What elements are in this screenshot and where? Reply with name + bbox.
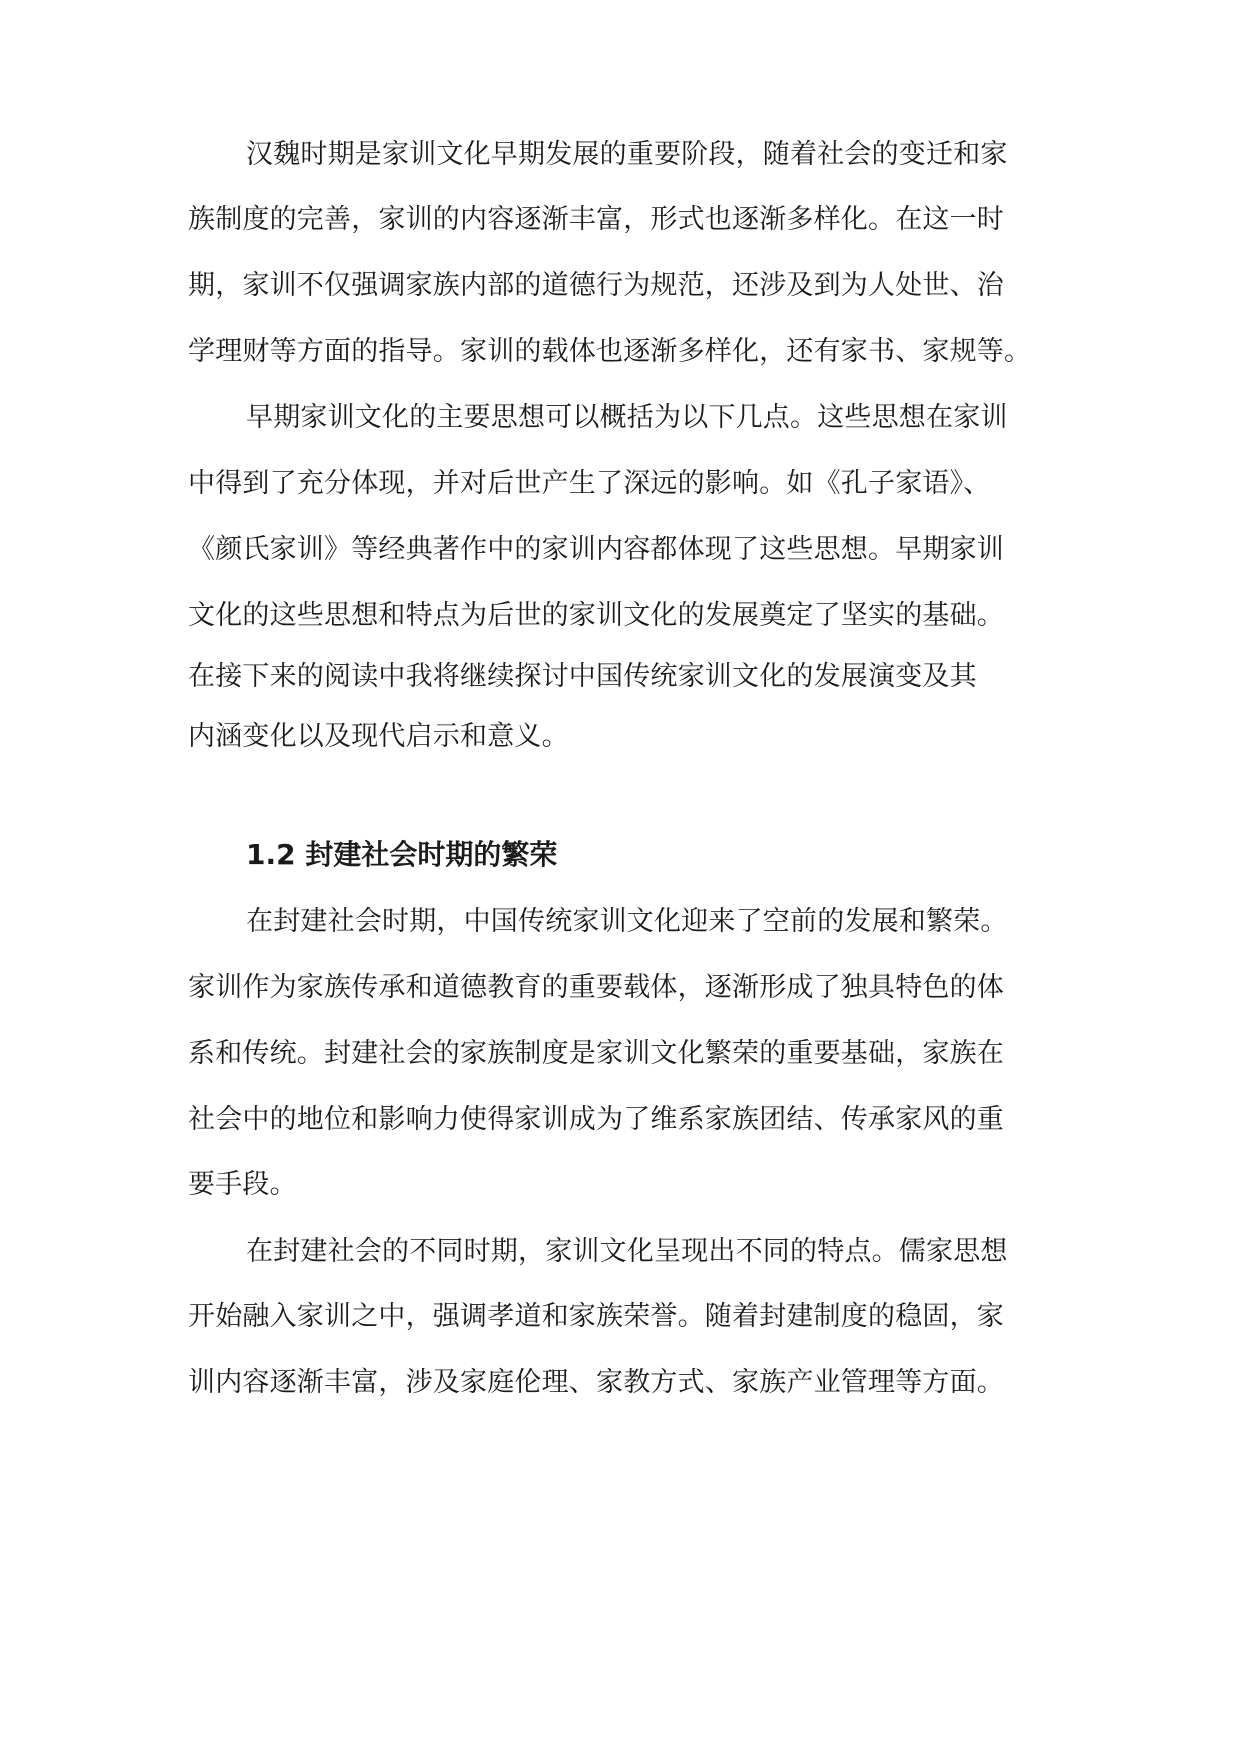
paragraph-4-line-1: 在封建社会的不同时期，家训文化呈现出不同的特点。儒家思想 [246,1236,1008,1267]
paragraph-3-line-5: 要手段。 [188,1169,297,1200]
paragraph-2-line-2: 中得到了充分体现，并对后世产生了深远的影响。如《孔子家语》、 [188,468,991,499]
paragraph-1-line-3: 期，家训不仅强调家族内部的道德行为规范，还涉及到为人处世、治 [188,270,1004,301]
paragraph-4-line-3: 训内容逐渐丰富，涉及家庭伦理、家教方式、家族产业管理等方面。 [188,1367,1004,1398]
paragraph-3-line-4: 社会中的地位和影响力使得家训成为了维系家族团结、传承家风的重 [188,1104,1004,1135]
paragraph-3-line-2: 家训作为家族传承和道德教育的重要载体，逐渐形成了独具特色的体 [188,972,1004,1003]
paragraph-2-line-5: 在接下来的阅读中我将继续探讨中国传统家训文化的发展演变及其 [188,661,977,692]
paragraph-4-line-2: 开始融入家训之中，强调孝道和家族荣誉。随着封建制度的稳固，家 [188,1301,1004,1332]
paragraph-2-line-1: 早期家训文化的主要思想可以概括为以下几点。这些思想在家训 [246,402,1008,433]
paragraph-1-line-2: 族制度的完善，家训的内容逐渐丰富，形式也逐渐多样化。在这一时 [188,204,1004,235]
paragraph-3-line-3: 系和传统。封建社会的家族制度是家训文化繁荣的重要基础，家族在 [188,1038,1004,1069]
paragraph-3-line-1: 在封建社会时期，中国传统家训文化迎来了空前的发展和繁荣。 [246,906,1008,937]
paragraph-2-line-6: 内涵变化以及现代启示和意义。 [188,721,569,752]
paragraph-1-line-4: 学理财等方面的指导。家训的载体也逐渐多样化，还有家书、家规等。 [188,336,1032,367]
paragraph-2-line-3: 《颜氏家训》等经典著作中的家训内容都体现了这些思想。早期家训 [188,534,1004,565]
section-heading: 1.2 封建社会时期的繁荣 [246,838,558,871]
paragraph-1-line-1: 汉魏时期是家训文化早期发展的重要阶段，随着社会的变迁和家 [246,139,1008,170]
paragraph-2-line-4: 文化的这些思想和特点为后世的家训文化的发展奠定了坚实的基础。 [188,600,1004,631]
